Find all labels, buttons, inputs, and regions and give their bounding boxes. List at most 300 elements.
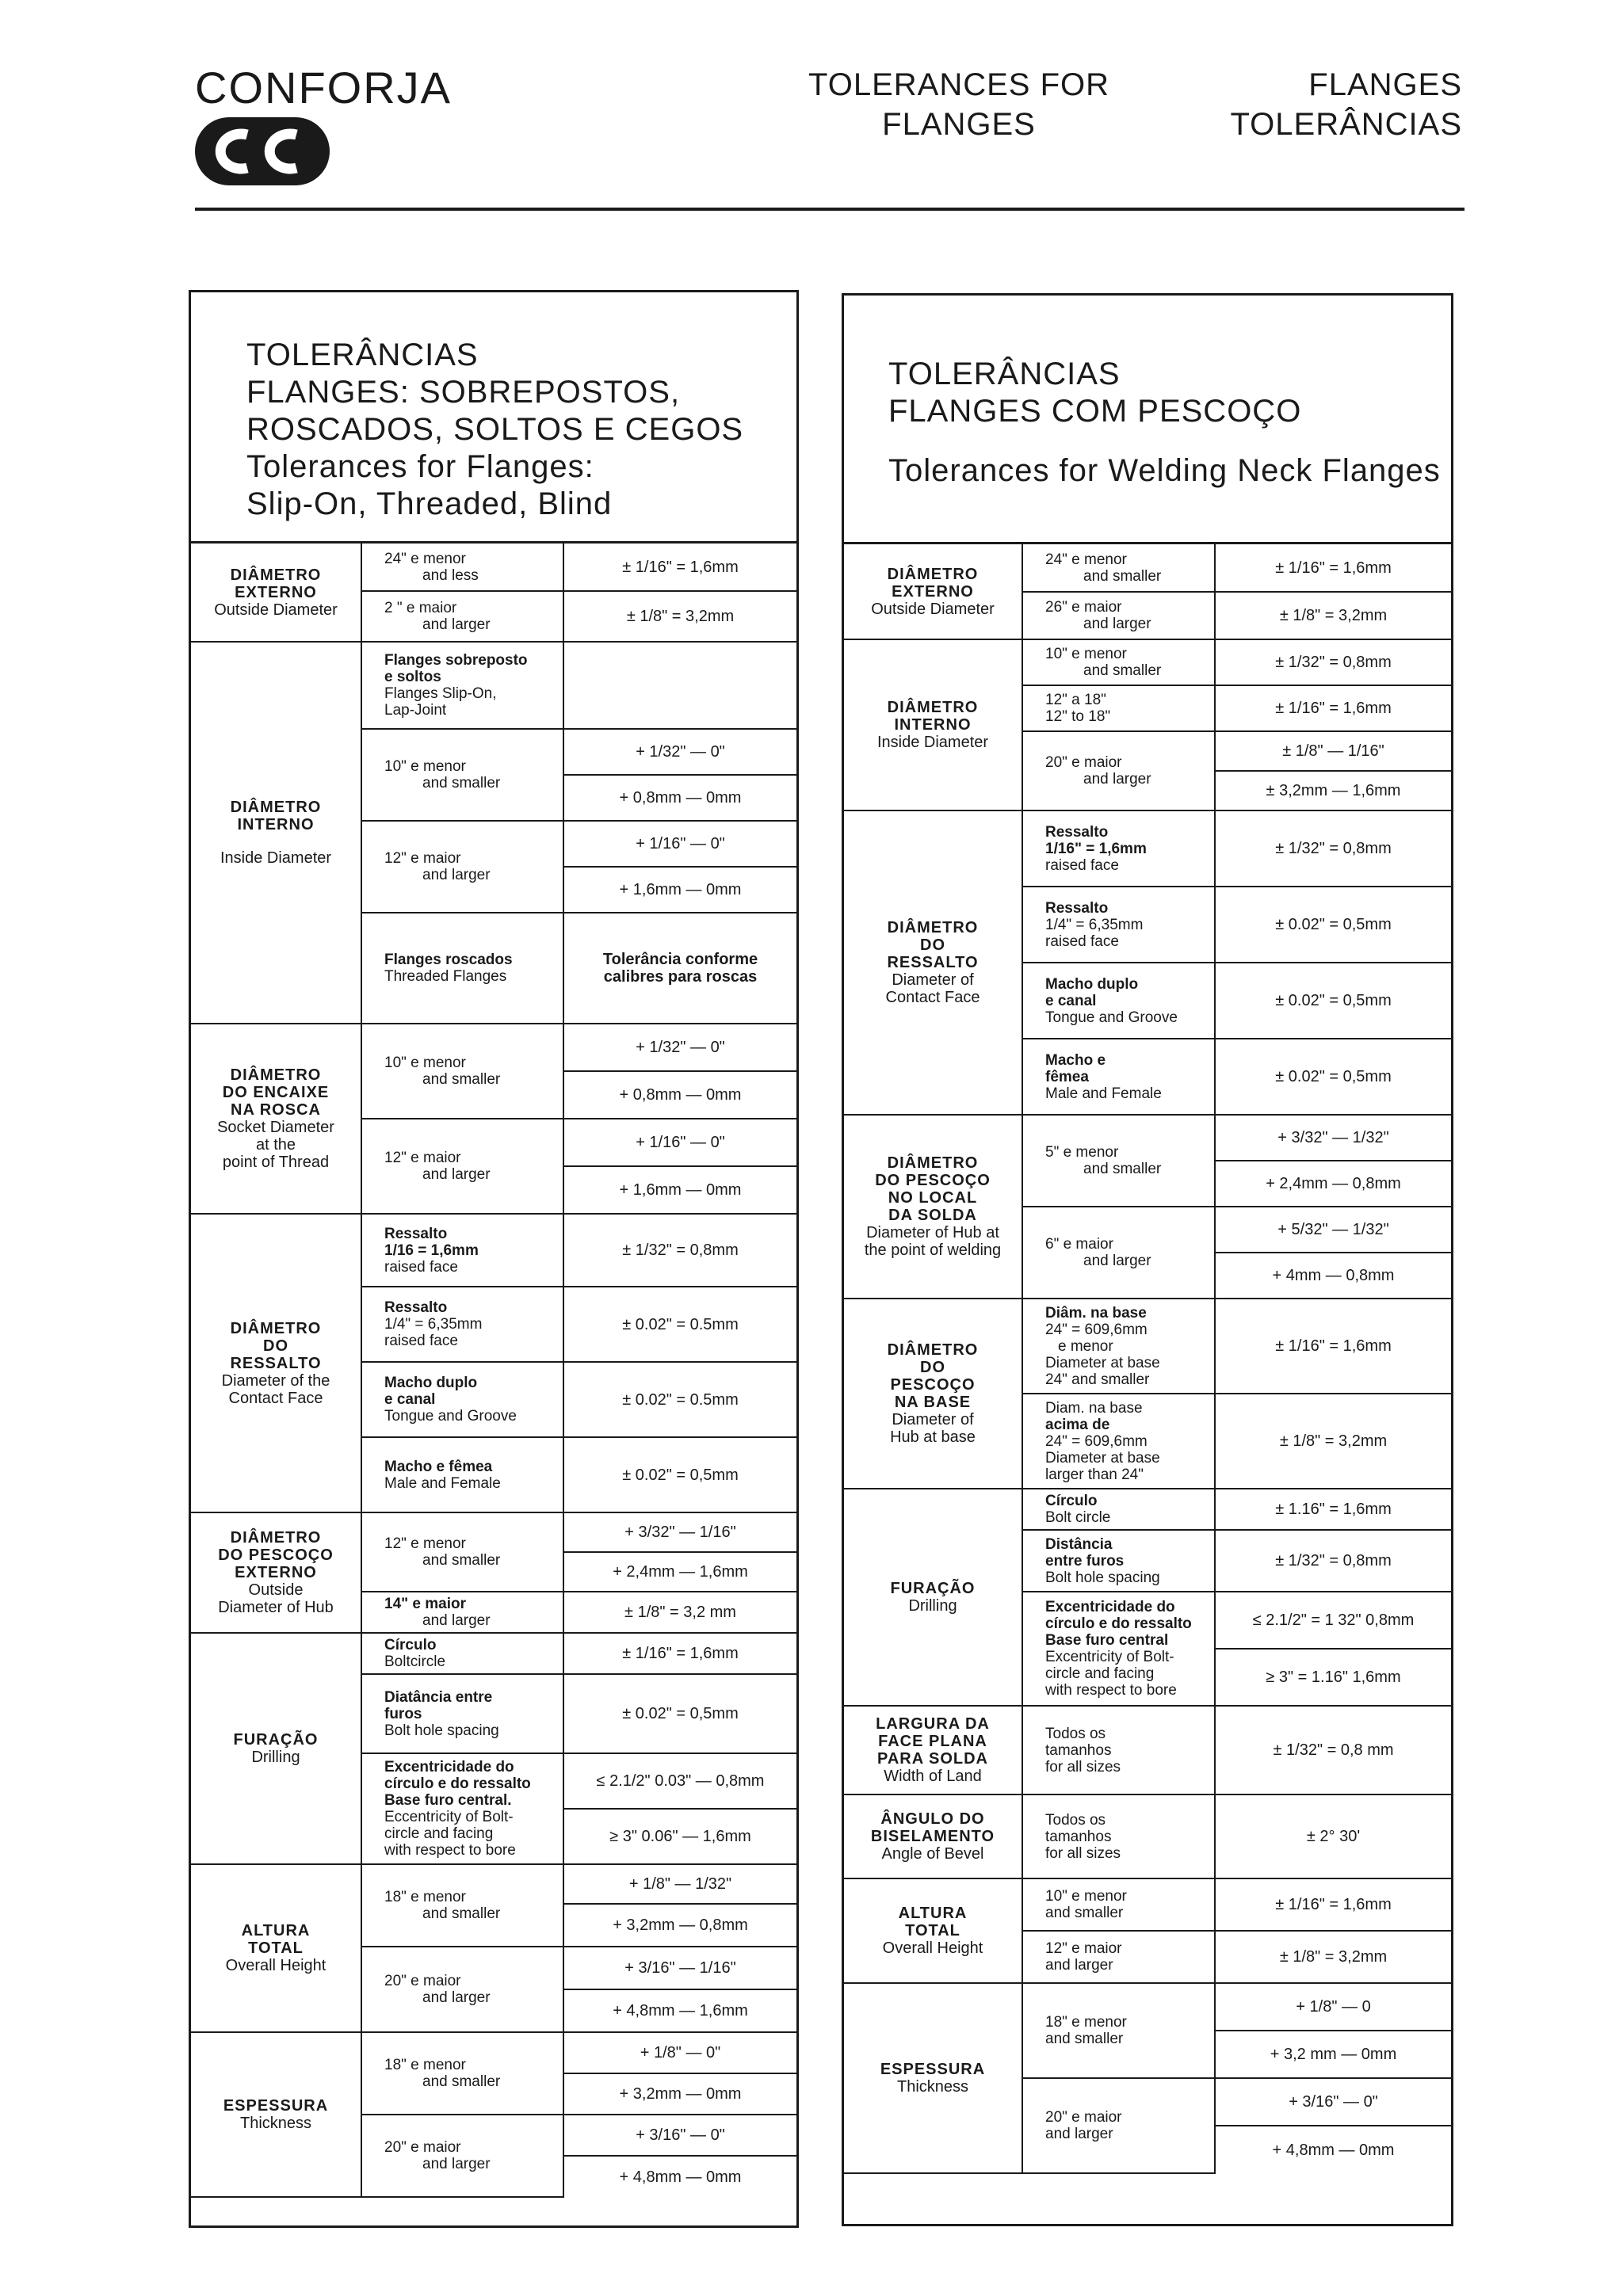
text-line: Ressalto	[384, 1299, 448, 1316]
text-line: furos	[384, 1705, 422, 1722]
text-line: 1/4" = 6,35mm	[384, 1316, 483, 1333]
condition-cell	[1022, 1706, 1215, 1794]
tolerance-cell: ± 1/16" = 1,6mm	[1215, 1299, 1451, 1394]
text-line: calibres para roscas	[603, 968, 758, 986]
text-line: Inside Diameter	[220, 849, 332, 867]
text-line: 18" e menor	[1045, 2014, 1127, 2031]
text-line: 10" e menor	[1045, 1888, 1127, 1905]
text-line: 20" e maior	[1045, 2109, 1122, 2126]
tolerance-cell	[563, 642, 796, 729]
condition-cell	[1022, 1489, 1215, 1530]
text-line: tamanhos	[1045, 1828, 1112, 1845]
tolerance-cell: + 0,8mm — 0mm	[563, 1071, 796, 1119]
text-line: EXTERNO	[892, 582, 974, 601]
header-flanges-tolerancias	[1205, 65, 1462, 144]
tolerance-cell: ± 1/8" = 3,2mm	[1215, 1394, 1451, 1489]
text-line: Diameter of Hub at	[866, 1224, 999, 1241]
text-line: PESCOÇO	[890, 1376, 976, 1394]
tolerance-cell: + 0,8mm — 0mm	[563, 775, 796, 821]
section-socket-diameter	[191, 1024, 361, 1214]
text-line: ESPESSURA	[880, 2061, 986, 2078]
section-overall-height	[844, 1878, 1022, 1983]
text-line: Macho e	[1045, 1051, 1106, 1069]
tolerance-cell: ≤ 2.1/2" = 1 32" 0,8mm	[1215, 1592, 1451, 1649]
condition-cell	[1022, 1207, 1215, 1299]
section-drilling	[191, 1633, 361, 1864]
section-hub-base	[844, 1299, 1022, 1489]
text-line: circle and facing	[1045, 1665, 1155, 1682]
condition-cell	[1022, 1878, 1215, 1931]
text-line: Base furo central.	[384, 1792, 512, 1809]
header-line: FLANGES	[1308, 67, 1462, 102]
text-line: EXTERNO	[235, 1564, 317, 1581]
text-line: DIÂMETRO	[230, 1066, 322, 1084]
tolerance-cell: ± 1/32" = 0,8mm	[563, 1214, 796, 1287]
text-line: Excentricity of Bolt-	[1045, 1649, 1174, 1665]
text-line: 10" e menor	[1045, 646, 1127, 662]
text-line: with respect to bore	[384, 1842, 516, 1859]
text-line: 24" e menor	[1045, 551, 1127, 568]
tolerance-cell: ± 1.16" = 1,6mm	[1215, 1489, 1451, 1530]
text-line: DIÂMETRO	[887, 699, 979, 716]
text-line: Inside Diameter	[876, 734, 989, 751]
text-line: NA ROSCA	[231, 1101, 321, 1119]
text-line: raised face	[384, 1258, 458, 1276]
brand-name: CONFORJA	[195, 63, 452, 113]
text-line: 26" e maior	[1045, 599, 1122, 616]
text-line: ÂNGULO DO	[880, 1810, 985, 1828]
tolerance-cell: ± 1/32" = 0,8mm	[1215, 639, 1451, 685]
text-line: e canal	[384, 1391, 436, 1408]
text-line: Overall Height	[882, 1939, 983, 1957]
section-drilling	[844, 1489, 1022, 1706]
condition-cell	[361, 1674, 563, 1753]
title-line: FLANGES: SOBREPOSTOS,	[246, 375, 681, 410]
text-line: ALTURA	[898, 1905, 968, 1922]
section-width-of-land	[844, 1706, 1022, 1794]
tolerance-cell: + 4,8mm — 0mm	[1215, 2126, 1451, 2173]
condition-cell	[361, 729, 563, 821]
text-line: Eccentricity of Bolt-	[384, 1809, 514, 1825]
text-line: with respect to bore	[1045, 1682, 1177, 1699]
tolerance-cell: ± 1/8" = 3,2mm	[563, 591, 796, 642]
text-line: FURAÇÃO	[233, 1731, 319, 1749]
text-line: 10" e menor	[384, 1055, 466, 1071]
text-line: 20" e maior	[1045, 754, 1122, 771]
tolerance-cell: + 1/8" — 0	[1215, 1983, 1451, 2031]
tolerance-cell: + 1/16" — 0"	[563, 821, 796, 867]
text-line: 24" e menor	[384, 550, 466, 567]
tolerance-cell: ± 1/32" = 0,8 mm	[1215, 1706, 1451, 1794]
section-inside-diameter	[844, 639, 1022, 810]
text-line: DIÂMETRO	[887, 1154, 979, 1172]
text-line: for all sizes	[1045, 1758, 1121, 1775]
text-line: 6" e maior	[1045, 1236, 1113, 1253]
text-line: DIÂMETRO	[230, 1529, 322, 1547]
text-line: LARGURA DA	[876, 1715, 990, 1733]
text-line: e menor	[1058, 1337, 1113, 1355]
condition-cell	[361, 1437, 563, 1512]
condition-cell	[1022, 1530, 1215, 1592]
tolerance-cell: ± 1/8" = 3,2mm	[1215, 1931, 1451, 1983]
left-panel	[189, 290, 799, 2228]
text-line: Flanges Slip-On,	[384, 685, 497, 702]
text-line: and smaller	[1045, 2031, 1124, 2047]
tolerance-cell: + 4mm — 0,8mm	[1215, 1253, 1451, 1299]
condition-cell	[1022, 963, 1215, 1039]
text-line: acima de	[1045, 1416, 1110, 1433]
tolerance-cell: + 1/8" — 0"	[563, 2032, 796, 2073]
text-line: Hub at base	[890, 1428, 976, 1446]
text-line: DIÂMETRO	[230, 1319, 322, 1337]
text-line: DO	[920, 1359, 945, 1376]
text-line: Excentricidade do	[1045, 1599, 1175, 1615]
tolerance-cell: + 5/32" — 1/32"	[1215, 1207, 1451, 1253]
text-line: entre furos	[1045, 1552, 1125, 1569]
condition-cell	[361, 1287, 563, 1362]
text-line: Diameter of the	[221, 1371, 330, 1390]
condition-cell	[1022, 1592, 1215, 1706]
text-line: and smaller	[422, 1552, 501, 1569]
text-line: Contact Face	[885, 989, 980, 1006]
text-line: Thickness	[239, 2115, 312, 2132]
text-line: DIÂMETRO	[887, 565, 979, 583]
text-line: and larger	[1045, 1957, 1113, 1974]
condition-cell	[1022, 1794, 1215, 1878]
condition-cell	[361, 1024, 563, 1119]
text-line: Boltcircle	[384, 1653, 446, 1670]
tolerance-cell: ± 1/8" = 3,2 mm	[563, 1592, 796, 1633]
section-thickness	[191, 2032, 361, 2197]
text-line: Bolt circle	[1045, 1509, 1111, 1526]
text-line: FACE PLANA	[878, 1733, 987, 1750]
tolerance-cell: + 4,8mm — 1,6mm	[563, 1989, 796, 2032]
tolerance-cell: + 1/16" — 0"	[563, 1119, 796, 1166]
text-line: Excentricidade do	[384, 1759, 514, 1775]
text-line: and smaller	[422, 775, 501, 791]
text-line: DIÂMETRO	[887, 919, 979, 936]
text-line: e canal	[1045, 992, 1097, 1009]
conforja-logo	[195, 117, 330, 189]
tolerance-cell: + 3,2mm — 0,8mm	[563, 1904, 796, 1947]
text-line: Outside Diameter	[214, 601, 338, 619]
text-line: Círculo	[1045, 1493, 1098, 1509]
text-line: DO PESCOÇO	[218, 1547, 334, 1564]
text-line: Tongue and Groove	[384, 1408, 517, 1425]
tolerance-cell: ± 1/16" = 1,6mm	[563, 1633, 796, 1674]
title-line: Tolerances for Welding Neck Flanges	[888, 453, 1441, 488]
tolerance-cell: + 3/16" — 1/16"	[563, 1947, 796, 1989]
text-line: círculo e do ressalto	[384, 1775, 531, 1792]
text-line: raised face	[1045, 856, 1119, 874]
text-line: Diameter of	[892, 1411, 974, 1428]
tolerance-cell: ± 0.02" = 0.5mm	[563, 1287, 796, 1362]
text-line: and larger	[1045, 2126, 1113, 2142]
condition-cell	[361, 1119, 563, 1214]
text-line: Tongue and Groove	[1045, 1009, 1178, 1026]
tolerance-cell: ≤ 2.1/2" 0.03" — 0,8mm	[563, 1753, 796, 1809]
text-line: 12" a 18"	[1045, 692, 1106, 708]
text-line: 20" e maior	[384, 2139, 461, 2156]
text-line: Flanges sobreposto	[384, 652, 528, 669]
section-overall-height	[191, 1864, 361, 2032]
text-line: Threaded Flanges	[384, 968, 507, 985]
condition-cell	[1022, 731, 1215, 810]
text-line: and less	[422, 566, 479, 584]
tolerance-cell: + 3/16" — 0"	[563, 2115, 796, 2156]
right-panel	[842, 293, 1453, 2226]
text-line: Diâm. na base	[1045, 1304, 1147, 1322]
text-line: raised face	[384, 1333, 458, 1349]
condition-cell	[1022, 1983, 1215, 2078]
text-line: DO	[263, 1337, 288, 1355]
header-tolerances-for	[792, 65, 1125, 144]
text-line: ESPESSURA	[223, 2097, 329, 2115]
tolerance-cell: + 3/32" — 1/32"	[1215, 1115, 1451, 1161]
text-line: 24" = 609,6mm	[1045, 1321, 1148, 1338]
tolerance-cell: + 3/16" — 0"	[1215, 2078, 1451, 2126]
condition-cell	[361, 1214, 563, 1287]
text-line: and larger	[1083, 616, 1151, 632]
text-line: TOTAL	[905, 1922, 960, 1939]
text-line: DO PESCOÇO	[875, 1172, 991, 1189]
text-line: DIÂMETRO EXTERNO	[230, 566, 322, 601]
text-line: and smaller	[1083, 567, 1162, 585]
condition-cell	[1022, 1299, 1215, 1394]
text-line: 5" e menor	[1045, 1144, 1119, 1161]
text-line: Diam. na base	[1045, 1399, 1143, 1417]
text-line: and larger	[422, 616, 491, 633]
text-line: and larger	[422, 1166, 491, 1183]
tolerance-cell: ± 0.02" = 0,5mm	[1215, 963, 1451, 1039]
tolerance-cell: + 1/8" — 1/32"	[563, 1864, 796, 1904]
text-line: Overall Height	[225, 1957, 327, 1974]
text-line: 1/4" = 6,35mm	[1045, 916, 1144, 933]
text-line: Male and Female	[384, 1474, 501, 1492]
title-line: Tolerances for Flanges:	[246, 449, 594, 484]
left-title	[246, 337, 743, 523]
tolerance-cell: + 1,6mm — 0mm	[563, 1166, 796, 1214]
text-line: and larger	[422, 867, 491, 883]
condition-cell	[1022, 810, 1215, 887]
text-line: Drilling	[908, 1597, 957, 1615]
text-line: tamanhos	[1045, 1741, 1112, 1759]
tolerance-cell: + 2,4mm — 1,6mm	[563, 1552, 796, 1592]
condition-cell	[361, 2115, 563, 2197]
title-line: Slip-On, Threaded, Blind	[246, 486, 613, 521]
title-line: TOLERÂNCIAS	[246, 338, 479, 372]
tolerance-cell: ± 1/16" = 1,6mm	[1215, 685, 1451, 731]
text-line: Todos os	[1045, 1725, 1106, 1742]
section-contact-face	[844, 810, 1022, 1115]
text-line: 24" = 609,6mm	[1045, 1432, 1148, 1450]
section-inside-diameter	[191, 642, 361, 1024]
tolerance-cell: ± 1/16" = 1,6mm	[1215, 544, 1451, 592]
text-line: Ressalto	[384, 1225, 448, 1242]
condition-cell	[361, 1753, 563, 1864]
tolerance-cell: + 1,6mm — 0mm	[563, 867, 796, 913]
tolerance-cell: ± 0.02" = 0,5mm	[563, 1437, 796, 1512]
text-line: Todos os	[1045, 1811, 1106, 1829]
text-line: Bolt hole spacing	[1045, 1569, 1160, 1586]
text-line: larger than 24"	[1045, 1466, 1144, 1483]
tolerance-cell: ± 1/32" = 0,8mm	[1215, 1530, 1451, 1592]
text-line: Width of Land	[884, 1768, 982, 1785]
text-line: and larger	[422, 2156, 491, 2172]
condition-cell	[361, 543, 563, 591]
tolerance-cell: ± 0.02" = 0.5mm	[563, 1362, 796, 1437]
text-line: Tolerância conforme	[602, 951, 758, 968]
text-line: and larger	[422, 1612, 491, 1629]
text-line: ALTURA	[241, 1922, 311, 1939]
condition-cell	[1022, 1115, 1215, 1207]
text-line: 2 " e maior	[384, 600, 457, 616]
text-line: Base furo central	[1045, 1632, 1169, 1649]
section-outside-diameter	[844, 544, 1022, 639]
tolerance-cell: + 2,4mm — 0,8mm	[1215, 1161, 1451, 1207]
condition-cell	[361, 1633, 563, 1674]
condition-cell	[1022, 887, 1215, 963]
text-line: DO	[920, 936, 945, 954]
text-line: Socket Diameter	[217, 1119, 334, 1136]
tolerance-cell: ± 1/8" = 3,2mm	[1215, 592, 1451, 639]
condition-cell	[361, 1592, 563, 1633]
text-line: for all sizes	[1045, 1844, 1121, 1862]
text-line: and larger	[422, 1989, 491, 2006]
tolerance-cell: + 4,8mm — 0mm	[563, 2156, 796, 2197]
text-line: Male and Female	[1045, 1085, 1162, 1102]
title-line: TOLERÂNCIAS	[888, 357, 1121, 391]
text-line: and smaller	[422, 1071, 501, 1088]
text-line: Macho duplo	[384, 1375, 478, 1391]
condition-cell	[361, 591, 563, 642]
text-line: INTERNO	[894, 716, 972, 734]
text-line: BISELAMENTO	[870, 1828, 995, 1845]
text-line: raised face	[1045, 933, 1119, 950]
header-line: TOLERANCES FOR	[808, 67, 1109, 102]
tolerance-cell: ± 1/32" = 0,8mm	[1215, 810, 1451, 887]
text-line: TOTAL	[248, 1939, 304, 1957]
condition-cell	[1022, 544, 1215, 592]
text-line: at the	[255, 1136, 296, 1154]
text-line: Ressalto	[1045, 899, 1109, 917]
text-line: RESSALTO	[230, 1354, 322, 1372]
text-line: FURAÇÃO	[890, 1580, 976, 1597]
tolerance-cell: ± 3,2mm — 1,6mm	[1215, 771, 1451, 810]
tolerance-cell: + 3,2mm — 0mm	[563, 2073, 796, 2115]
condition-cell	[1022, 685, 1215, 731]
text-line: DO ENCAIXE	[222, 1084, 330, 1101]
text-line: 12" e maior	[384, 1150, 461, 1166]
right-title-box	[844, 296, 1451, 544]
text-line: point of Thread	[222, 1154, 330, 1171]
text-line: and smaller	[1045, 1905, 1124, 1921]
condition-cell	[361, 1512, 563, 1592]
text-line: 12" e maior	[384, 850, 461, 867]
text-line: and larger	[1083, 1253, 1151, 1269]
condition-cell	[1022, 2078, 1215, 2173]
text-line: and smaller	[422, 1905, 501, 1922]
tolerance-cell: + 3,2 mm — 0mm	[1215, 2031, 1451, 2078]
text-line: 14" e maior	[384, 1596, 467, 1612]
text-line: Diameter of Hub	[218, 1599, 334, 1616]
text-line: Ressalto	[1045, 823, 1109, 841]
condition-cell	[361, 913, 563, 1024]
condition-cell	[361, 2032, 563, 2115]
text-line: DIÂMETRO	[887, 1341, 979, 1359]
text-line: Angle of Bevel	[881, 1845, 984, 1863]
text-line: Distância	[1045, 1535, 1113, 1553]
text-line: and smaller	[1083, 1161, 1162, 1177]
header-line: FLANGES	[882, 107, 1036, 142]
text-line: 12" e menor	[384, 1535, 466, 1552]
right-title	[888, 356, 1441, 490]
condition-cell	[1022, 592, 1215, 639]
section-outside-diameter	[191, 543, 361, 642]
text-line: NO LOCAL	[888, 1189, 978, 1207]
text-line: DA SOLDA	[888, 1207, 977, 1224]
condition-cell	[361, 1362, 563, 1437]
right-table	[844, 544, 1451, 2174]
tolerance-cell: + 1/32" — 0"	[563, 1024, 796, 1071]
text-line: Flanges roscados	[384, 952, 513, 968]
text-line: and larger	[1083, 771, 1151, 788]
tolerance-cell: ± 2° 30'	[1215, 1794, 1451, 1878]
condition-cell	[1022, 639, 1215, 685]
section-hub-welding	[844, 1115, 1022, 1299]
section-contact-face	[191, 1214, 361, 1512]
condition-cell	[1022, 1931, 1215, 1983]
tolerance-cell: ± 0.02" = 0,5mm	[563, 1674, 796, 1753]
text-line: Diameter at base	[1045, 1354, 1160, 1371]
text-line: Diameter of	[892, 971, 974, 989]
text-line: circle and facing	[384, 1825, 494, 1842]
text-line: Drilling	[251, 1749, 300, 1766]
text-line: 1/16" = 1,6mm	[1045, 840, 1147, 857]
title-line: ROSCADOS, SOLTOS E CEGOS	[246, 412, 744, 447]
condition-cell	[361, 1947, 563, 2032]
text-line: 20" e maior	[384, 1973, 461, 1989]
text-line: Macho duplo	[1045, 975, 1139, 993]
tolerance-cell: ± 0.02" = 0,5mm	[1215, 887, 1451, 963]
text-line: Lap-Joint	[384, 702, 447, 719]
tolerance-cell: ≥ 3" = 1.16" 1,6mm	[1215, 1649, 1451, 1706]
text-line: fêmea	[1045, 1068, 1089, 1085]
title-line: FLANGES COM PESCOÇO	[888, 394, 1302, 429]
text-line: the point of welding	[864, 1241, 1002, 1259]
section-angle-of-bevel	[844, 1794, 1022, 1878]
text-line: Diatância entre	[384, 1688, 493, 1706]
text-line: 24" and smaller	[1045, 1371, 1150, 1388]
text-line: 12" e maior	[1045, 1940, 1122, 1957]
tolerance-cell: + 1/32" — 0"	[563, 729, 796, 775]
header-line: TOLERÂNCIAS	[1230, 107, 1462, 142]
tolerance-cell: ± 0.02" = 0,5mm	[1215, 1039, 1451, 1115]
text-line: and smaller	[422, 2073, 501, 2090]
text-line: PARA SOLDA	[877, 1750, 988, 1768]
text-line: Outside	[248, 1581, 304, 1599]
tolerance-cell: ± 1/8" — 1/16"	[1215, 731, 1451, 771]
text-line: 18" e menor	[384, 2057, 466, 2073]
text-line: RESSALTO	[887, 954, 979, 971]
text-line: Diameter at base	[1045, 1449, 1160, 1466]
text-line: Macho e fêmea	[384, 1458, 493, 1475]
left-table	[191, 543, 796, 2198]
section-hub-diameter	[191, 1512, 361, 1633]
text-line: NA BASE	[894, 1394, 972, 1411]
header-rule	[195, 208, 1465, 211]
text-line: 12" to 18"	[1045, 708, 1111, 725]
